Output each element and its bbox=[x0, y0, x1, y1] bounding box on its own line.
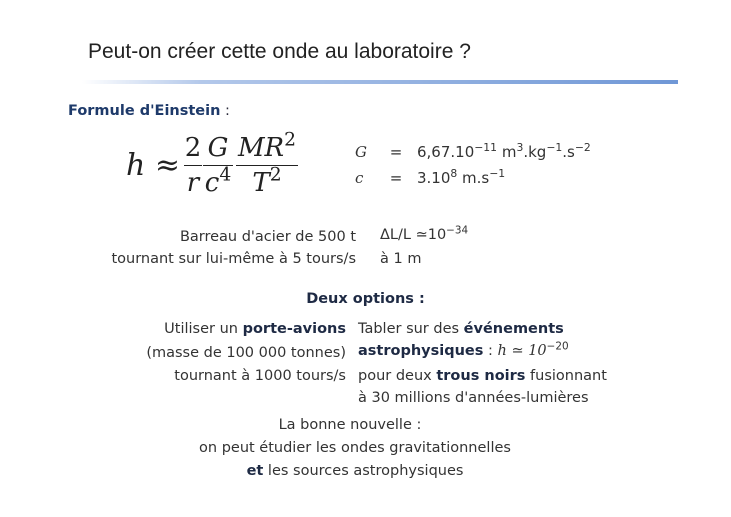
fraction-2-over-r bbox=[184, 133, 202, 198]
fraction-g-over-c4 bbox=[203, 133, 233, 198]
option-left-line-2: (masse de 100 000 tonnes) bbox=[146, 345, 346, 361]
fraction-1-numerator: 2 bbox=[184, 133, 202, 163]
option-right-line-3: pour deux trous noirs fusionnant bbox=[358, 368, 607, 384]
fraction-1-denominator: r bbox=[186, 168, 200, 198]
formula-lhs: h ≈ bbox=[126, 148, 181, 183]
conclusion-line-2: on peut étudier les ondes gravitationnelles bbox=[199, 440, 511, 456]
bar-result-distance: à 1 m bbox=[380, 251, 422, 267]
option-right-line-1: Tabler sur des événements bbox=[358, 321, 564, 337]
constant-c-value: 3.10$^8$ $m.s^{-1}$ bbox=[417, 167, 506, 187]
option-left-line-1: Utiliser un porte-avions bbox=[164, 321, 346, 337]
constant-g-row: $G = 6,67.10^{-11}$ $m^3.kg^{-1}.s^{-2}$ bbox=[355, 141, 591, 161]
einstein-label-colon: : bbox=[220, 103, 230, 119]
einstein-label bbox=[68, 103, 230, 119]
title-underline bbox=[82, 80, 678, 84]
bar-line-1: Barreau d'acier de 500 t bbox=[179, 229, 356, 245]
bar-result: ΔL/L $≃10^{-34}$ bbox=[380, 224, 469, 243]
formula-approx: ≈ bbox=[154, 148, 181, 183]
fraction-3-numerator: $MR^2$ bbox=[237, 129, 297, 163]
slide-title: Peut-on créer cette onde au laboratoire ? bbox=[88, 40, 471, 63]
option-left-line-3: tournant à 1000 tours/s bbox=[174, 368, 346, 384]
constant-c-row: $c = 3.10^8$ $m.s^{-1}$ bbox=[355, 167, 506, 187]
constant-g-value: $6,67.10^{-11}$ $m^3.kg^{-1}.s^{-2}$ bbox=[417, 141, 591, 161]
option-right-line-4: à 30 millions d'années-lumières bbox=[358, 390, 589, 406]
fraction-3-denominator: $T^2$ bbox=[252, 164, 282, 198]
options-heading: Deux options : bbox=[306, 291, 425, 307]
conclusion-line-3: et les sources astrophysiques bbox=[246, 463, 464, 479]
bar-line-2: tournant sur lui-même à 5 tours/s bbox=[111, 251, 356, 267]
einstein-label-text: Formule d'Einstein bbox=[68, 103, 221, 119]
fraction-mr2-over-t2 bbox=[236, 129, 298, 198]
fraction-2-denominator: $c^4$ bbox=[204, 164, 232, 198]
conclusion-line-1: La bonne nouvelle : bbox=[278, 417, 422, 433]
fraction-2-numerator: G bbox=[207, 133, 229, 163]
option-right-line-2: astrophysiques : h ≃ $10^{-20}$ bbox=[358, 340, 569, 359]
